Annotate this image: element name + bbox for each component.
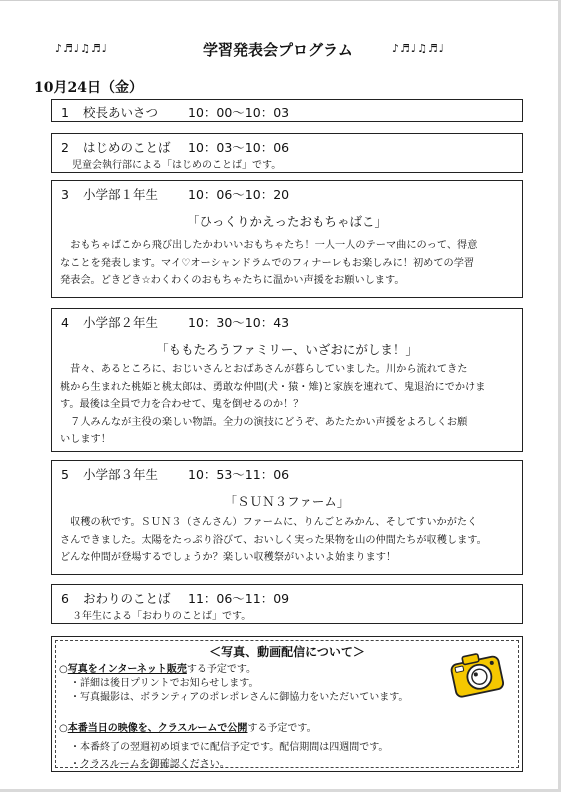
item-name: 小学部３年生 xyxy=(83,467,159,482)
info-inner-border xyxy=(55,640,519,768)
description-line: なことを発表します。マイ♡オーシャンドラムでのフィナーレもお楽しみに！初めての学習 xyxy=(60,257,475,269)
item-name: 校長あいさつ xyxy=(83,105,159,120)
photo-sale-emphasis: 写真をインターネット販売 xyxy=(67,664,187,675)
program-item-3 xyxy=(51,180,523,298)
music-notes-right: ♪♬♩♫♬♩ xyxy=(392,42,445,55)
item-time: 11：06〜11：09 xyxy=(188,591,290,606)
item-note: ３年生による「おわりのことば」です。 xyxy=(72,611,252,622)
video-line xyxy=(59,719,317,734)
item-number: 1 xyxy=(61,105,69,120)
piece-title: 「ＳＵＮ３ファーム」 xyxy=(224,494,350,509)
item-heading xyxy=(61,465,290,483)
piece-title: 「ひっくりかえったおもちゃばこ」 xyxy=(186,214,387,229)
video-detail-line: ・本番終了の翌週初め頃までに配信予定です。配信期間は四週間です。 xyxy=(70,742,389,753)
item-time: 10：03〜10：06 xyxy=(188,140,290,155)
item-time: 10：00〜10：03 xyxy=(188,105,290,120)
item-description xyxy=(60,361,514,449)
item-heading xyxy=(61,313,290,331)
item-number: 5 xyxy=(61,467,69,482)
bullet-circle: ○ xyxy=(59,723,68,734)
description-line: ７人みんなが主役の楽しい物語。全力の演技にどうぞ、あたたかい声援をよろしくお願 xyxy=(60,416,468,428)
item-number: 2 xyxy=(61,140,69,155)
piece-title: 「ももたろうファミリー、いざおにがしま！」 xyxy=(156,342,418,357)
item-name: はじめのことば xyxy=(83,140,171,155)
item-time: 10：30〜10：43 xyxy=(188,315,290,330)
photo-sale-line xyxy=(59,660,256,675)
item-name: おわりのことば xyxy=(83,591,171,606)
description-line: 発表会。どきどき☆わくわくのおもちゃたちに温かい声援をお願いします。 xyxy=(60,275,405,286)
description-line: おもちゃばこから飛び出したかわいいおもちゃたち！一人一人のテーマ曲にのって、得意 xyxy=(60,240,478,251)
program-item-6 xyxy=(51,584,523,624)
item-number: 6 xyxy=(61,591,69,606)
photo-detail-line: ・詳細は後日プリントでお知らせします。 xyxy=(70,678,259,689)
page-title: 学習発表会プログラム xyxy=(203,41,353,59)
program-item-2 xyxy=(51,133,523,173)
program-item-4 xyxy=(51,308,523,452)
description-line: いします！ xyxy=(60,434,111,445)
bullet-circle: ○ xyxy=(59,664,68,675)
photo-video-info-box xyxy=(51,636,523,772)
description-line: 桃から生まれた桃姫と桃太郎は、勇敢な仲間(犬・猿・雉)と家族を連れて、鬼退治にでかけま xyxy=(60,381,486,393)
page-top-edge xyxy=(0,0,561,1)
event-date: 10月24日（金） xyxy=(34,80,143,96)
description-line: どんな仲間が登場するでしょうか？楽しい収穫祭がいよいよ始まります！ xyxy=(60,552,397,563)
description-line: す。最後は全員で力を合わせて、鬼を倒せるのか！？ xyxy=(60,399,304,410)
item-name: 小学部１年生 xyxy=(83,187,159,202)
video-emphasis: 本番当日の映像を、クラスルームで公開 xyxy=(67,723,248,734)
photo-sale-rest: する予定です。 xyxy=(186,664,257,675)
program-item-1 xyxy=(51,99,523,122)
item-heading xyxy=(61,138,290,156)
item-heading xyxy=(61,185,290,203)
info-title: ＜写真、動画配信について＞ xyxy=(209,645,365,659)
item-heading xyxy=(61,103,290,121)
item-number: 4 xyxy=(61,315,69,330)
description-line: 収穫の秋です。ＳＵＮ３（さんさん）ファームに、りんごとみかん、そしてすいかがたく xyxy=(60,517,478,528)
video-rest: する予定です。 xyxy=(247,723,317,734)
item-note: 児童会執行部による「はじめのことば」です。 xyxy=(72,160,282,171)
item-heading xyxy=(61,589,290,607)
camera-icon xyxy=(448,645,508,701)
item-name: 小学部２年生 xyxy=(83,315,159,330)
item-description xyxy=(60,237,514,290)
item-time: 10：53〜11：06 xyxy=(188,467,290,482)
item-description xyxy=(60,514,514,567)
description-line: さんできました。太陽をたっぷり浴びて、おいしく実った果物を山の仲間たちが収穫します。 xyxy=(60,534,487,546)
music-notes-left: ♪♬♩♫♬♩ xyxy=(55,42,108,55)
item-time: 10：06〜10：20 xyxy=(188,187,290,202)
photo-detail-line: ・写真撮影は、ボランティアのポレポレさんに御協力をいただいています。 xyxy=(70,692,409,703)
item-number: 3 xyxy=(61,187,69,202)
description-line: 昔々、あるところに、おじいさんとおばあさんが暮らしていました。川から流れてきた xyxy=(60,364,468,375)
video-detail-line: ・クラスルームを御確認ください。 xyxy=(70,759,230,770)
program-item-5 xyxy=(51,460,523,575)
header xyxy=(0,38,561,60)
